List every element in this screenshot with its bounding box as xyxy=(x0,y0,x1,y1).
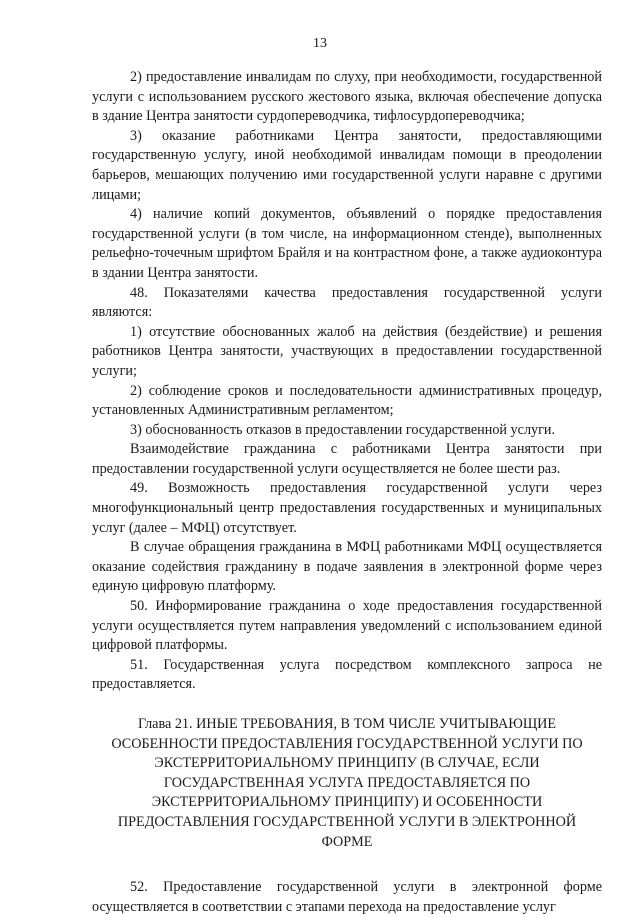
paragraph-indicator-2: 2) соблюдение сроков и последовательности административных процедур, установленных Административным регламентом; xyxy=(92,382,602,419)
paragraph-51-complex-request: 51. Государственная услуга посредством комплексного запроса не предоставляется. xyxy=(92,656,602,693)
paragraph-indicator-1: 1) отсутствие обоснованных жалоб на действия (бездействие) и решения работников Центра занятости, участвующих в предоставлении государственной услуги; xyxy=(92,323,602,379)
page-number: 13 xyxy=(313,36,327,51)
paragraph-indicator-3: 3) обоснованность отказов в предоставлении государственной услуги. xyxy=(130,421,556,438)
paragraph-interaction-limit: Взаимодействие гражданина с работниками Центра занятости при предоставлении государственной услуги осуществляется не более шести раз. xyxy=(92,441,602,477)
paragraph-50-informing: 50. Информирование гражданина о ходе предоставления государственной услуги осуществляется путем направления уведомлений с использованием единой цифровой платформы. xyxy=(92,598,602,654)
paragraph-52-electronic-form: 52. Предоставление государственной услуги в электронной форме осуществляется в соответствии с этапами перехода на предоставление услуг xyxy=(92,879,602,915)
paragraph-item-2-sign-language: 2) предоставление инвалидам по слуху, при необходимости, государственной услуги с использованием русского жестового языка, включая обеспечение допуска в здание Центра занятости сурдопереводчика, тифлосурдопереводчика; xyxy=(92,69,602,125)
paragraph-item-3-staff-assistance: 3) оказание работниками Центра занятости, предоставляющими государственную услугу, иной необходимой инвалидам помощи в преодолении барьеров, мешающих получению ими государственной услуги наравне с другими лицами; xyxy=(92,127,602,203)
paragraph-mfc-assistance: В случае обращения гражданина в МФЦ работниками МФЦ осуществляется оказание содействия гражданину в подаче заявления в электронной форме через единую цифровую платформу. xyxy=(92,539,602,595)
document-body xyxy=(92,68,602,917)
paragraph-48-quality-indicators: 48. Показателями качества предоставления государственной услуги являются: xyxy=(92,284,602,321)
chapter-21-heading: Глава 21. ИНЫЕ ТРЕБОВАНИЯ, В ТОМ ЧИСЛЕ УЧИТЫВАЮЩИЕ ОСОБЕННОСТИ ПРЕДОСТАВЛЕНИЯ ГОСУДАРСТВЕННОЙ УСЛУГИ ПО ЭКСТЕРРИТОРИАЛЬНОМУ ПРИНЦИПУ (В СЛУЧАЕ, ЕСЛИ ГОСУДАРСТВЕННАЯ УСЛУГА ПРЕДОСТАВЛЯЕТСЯ ПО ЭКСТЕРРИТОРИАЛЬНОМУ ПРИНЦИПУ) И ОСОБЕННОСТИ ПРЕДОСТАВЛЕНИЯ ГОСУДАРСТВЕННОЙ УСЛУГИ В ЭЛЕКТРОННОЙ ФОРМЕ xyxy=(111,716,583,850)
paragraph-49-mfc: 49. Возможность предоставления государственной услуги через многофункциональный центр предоставления государственных и муниципальных услуг (далее – МФЦ) отсутствует. xyxy=(92,480,602,536)
paragraph-item-4-braille-copies: 4) наличие копий документов, объявлений о порядке предоставления государственной услуги (в том числе, на информационном стенде), выполненных рельефно-точечным шрифтом Брайля и на контрастном фоне, а также аудиоконтура в здании Центра занятости. xyxy=(92,206,602,281)
